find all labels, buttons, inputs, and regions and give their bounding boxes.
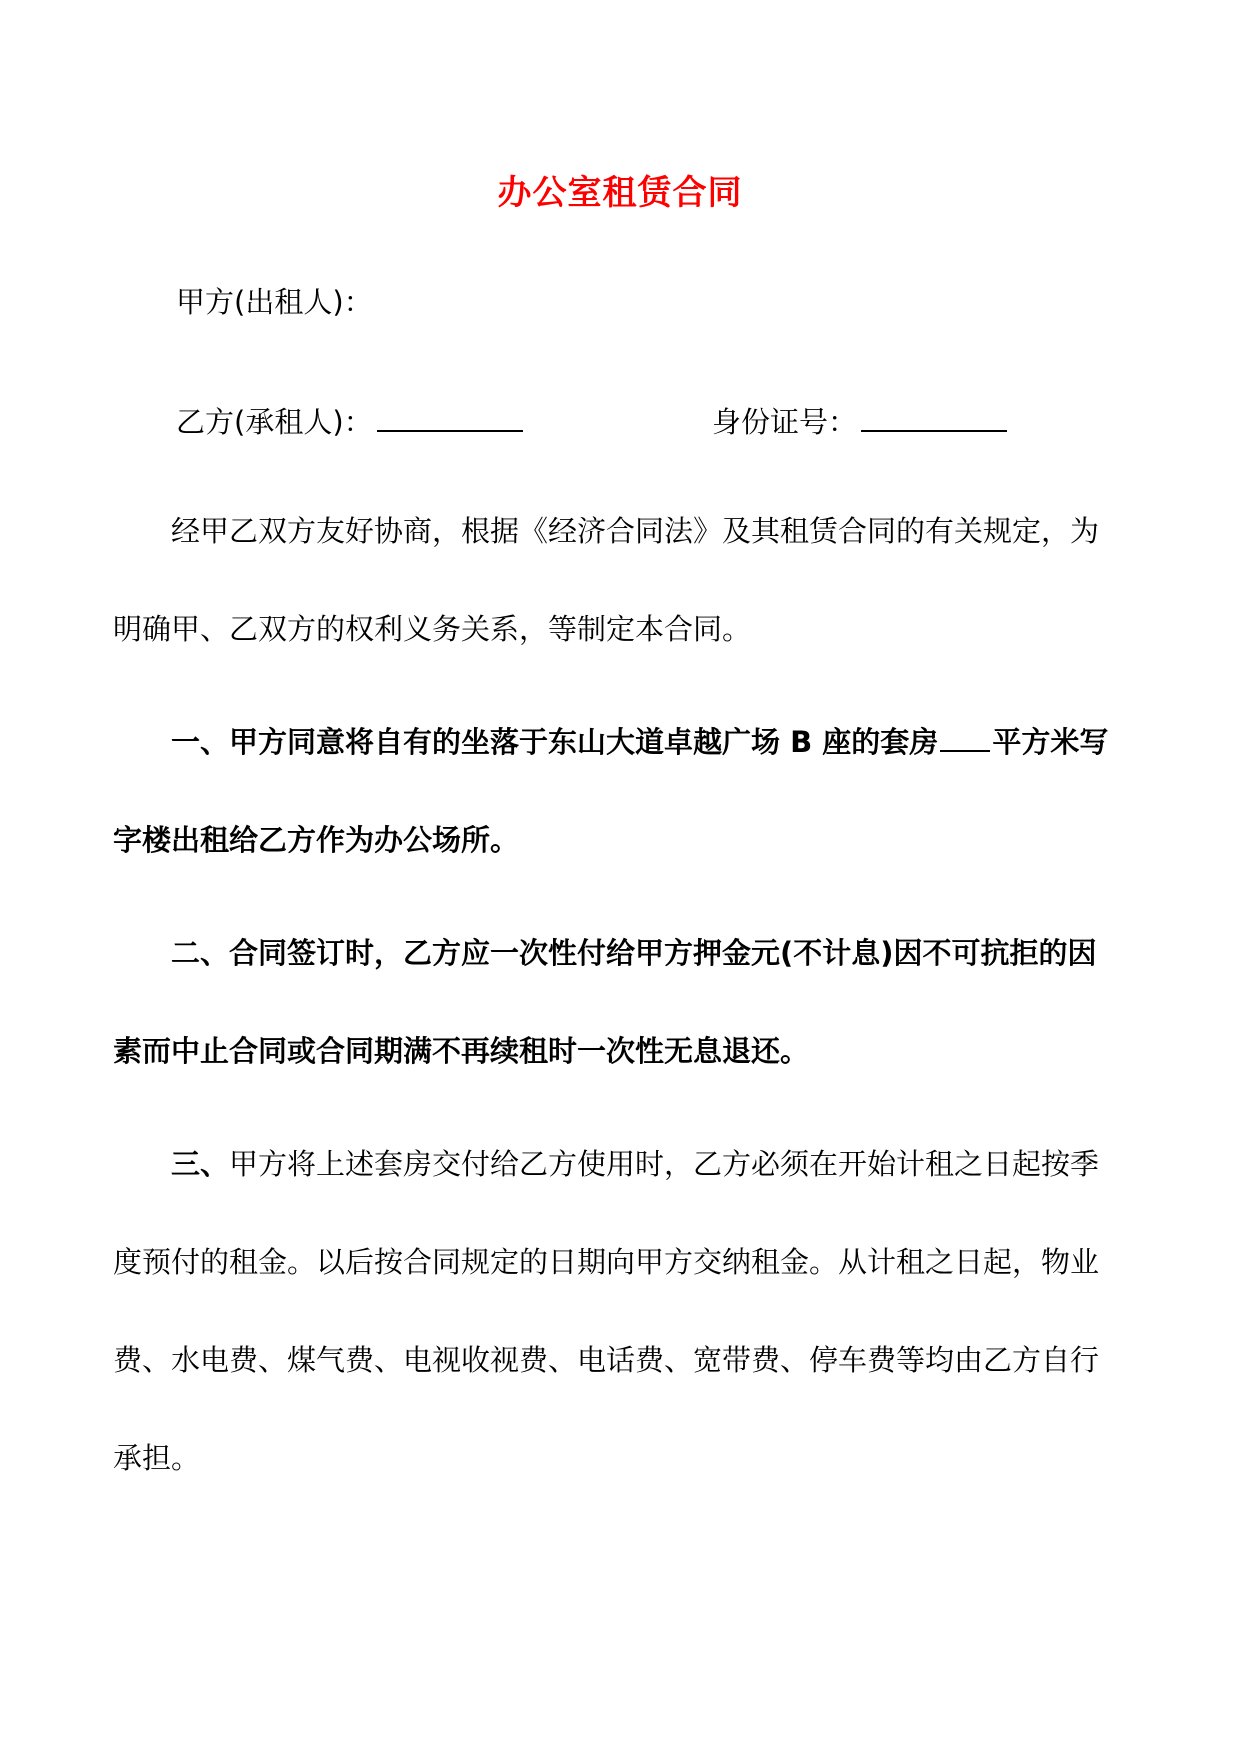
id-number-line [712,400,1007,442]
party-b-label: 乙方(承租人)： [176,405,373,439]
party-b-blank[interactable] [377,400,523,432]
clause-1-text-b: 平方米写字楼出租给乙方作为办公场所。 [113,725,1109,857]
document-title: 办公室租赁合同 [497,173,743,213]
intro-paragraph: 经甲乙双方友好协商，根据《经济合同法》及其租赁合同的有关规定，为明确甲、乙双方的权利义务关系，等制定本合同。 [113,514,1100,646]
area-blank[interactable] [940,724,990,752]
clause-3 [113,1115,1115,1507]
id-number-blank[interactable] [861,400,1007,432]
party-b-line [176,400,523,442]
clause-1 [113,693,1115,889]
clause-1-text-a: 一、甲方同意将自有的坐落于东山大道卓越广场 B 座的套房 [171,725,939,759]
clause-2: 二、合同签订时，乙方应一次性付给甲方押金元(不计息)因不可抗拒的因素而中止合同或合同期满不再续租时一次性无息退还。 [113,936,1097,1068]
id-number-label: 身份证号： [712,405,858,439]
clause-3-number: 三、 [171,1147,230,1181]
party-a-line [176,282,373,322]
clause-3-body: 甲方将上述套房交付给乙方使用时，乙方必须在开始计租之日起按季度预付的租金。以后按合同规定的日期向甲方交纳租金。从计租之日起，物业费、水电费、煤气费、电视收视费、电话费、宽带费、停车费等均由乙方自行承担。 [113,1147,1100,1475]
party-a-label: 甲方(出租人)： [176,285,373,319]
